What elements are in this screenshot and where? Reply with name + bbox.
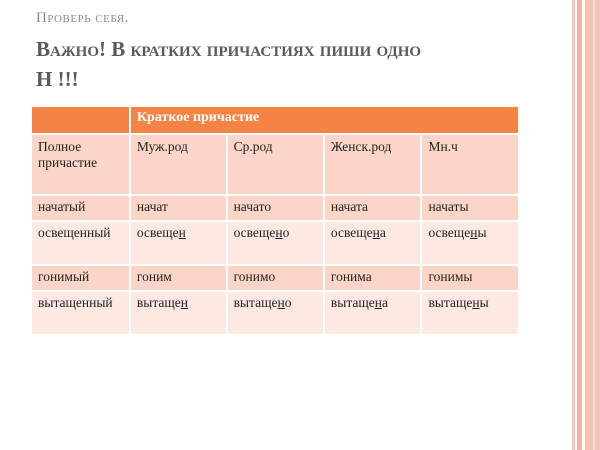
short-form-cell: вытащено — [227, 291, 324, 335]
short-form-cell: освещен — [130, 221, 227, 265]
short-form-cell: начата — [324, 195, 422, 221]
full-participle-cell: гонимый — [31, 265, 130, 291]
slide-title — [36, 34, 556, 94]
table-row — [31, 221, 519, 265]
short-form-cell: вытащена — [324, 291, 422, 335]
full-participle-cell: освещенный — [31, 221, 130, 265]
decor-stripe — [577, 0, 582, 450]
short-form-cell: гонимо — [227, 265, 324, 291]
group-header-row — [31, 106, 519, 134]
column-header: Мн.ч — [421, 134, 519, 195]
short-form-cell: начато — [227, 195, 324, 221]
full-participle-cell: вытащенный — [31, 291, 130, 335]
short-form-cell: освещено — [227, 221, 324, 265]
slide-subtitle: Проверь себя. — [36, 10, 129, 26]
table-row — [31, 265, 519, 291]
group-header-short-participle: Краткое причастие — [130, 106, 519, 134]
slide-title-line1: Важно! В кратких причастиях пиши одно — [36, 37, 422, 61]
column-header-row — [31, 134, 519, 195]
column-header: Женск.род — [324, 134, 422, 195]
short-form-cell: освещена — [324, 221, 422, 265]
short-form-cell: вытащен — [130, 291, 227, 335]
short-form-cell: начат — [130, 195, 227, 221]
short-form-cell: гонима — [324, 265, 422, 291]
short-form-cell: освещены — [421, 221, 519, 265]
short-form-cell: вытащены — [421, 291, 519, 335]
short-form-cell: начаты — [421, 195, 519, 221]
participle-table — [30, 105, 520, 336]
table-row — [31, 291, 519, 335]
slide-heading — [36, 8, 556, 94]
short-form-cell: гоним — [130, 265, 227, 291]
decor-stripe — [572, 0, 575, 450]
column-header: Муж.род — [130, 134, 227, 195]
table-row — [31, 195, 519, 221]
group-header-empty — [31, 106, 130, 134]
full-participle-cell: начатый — [31, 195, 130, 221]
slide-title-line2: Н !!! — [36, 67, 79, 91]
decor-stripe — [593, 0, 595, 450]
column-header: Ср.род — [227, 134, 324, 195]
column-header: Полное причастие — [31, 134, 130, 195]
short-form-cell: гонимы — [421, 265, 519, 291]
